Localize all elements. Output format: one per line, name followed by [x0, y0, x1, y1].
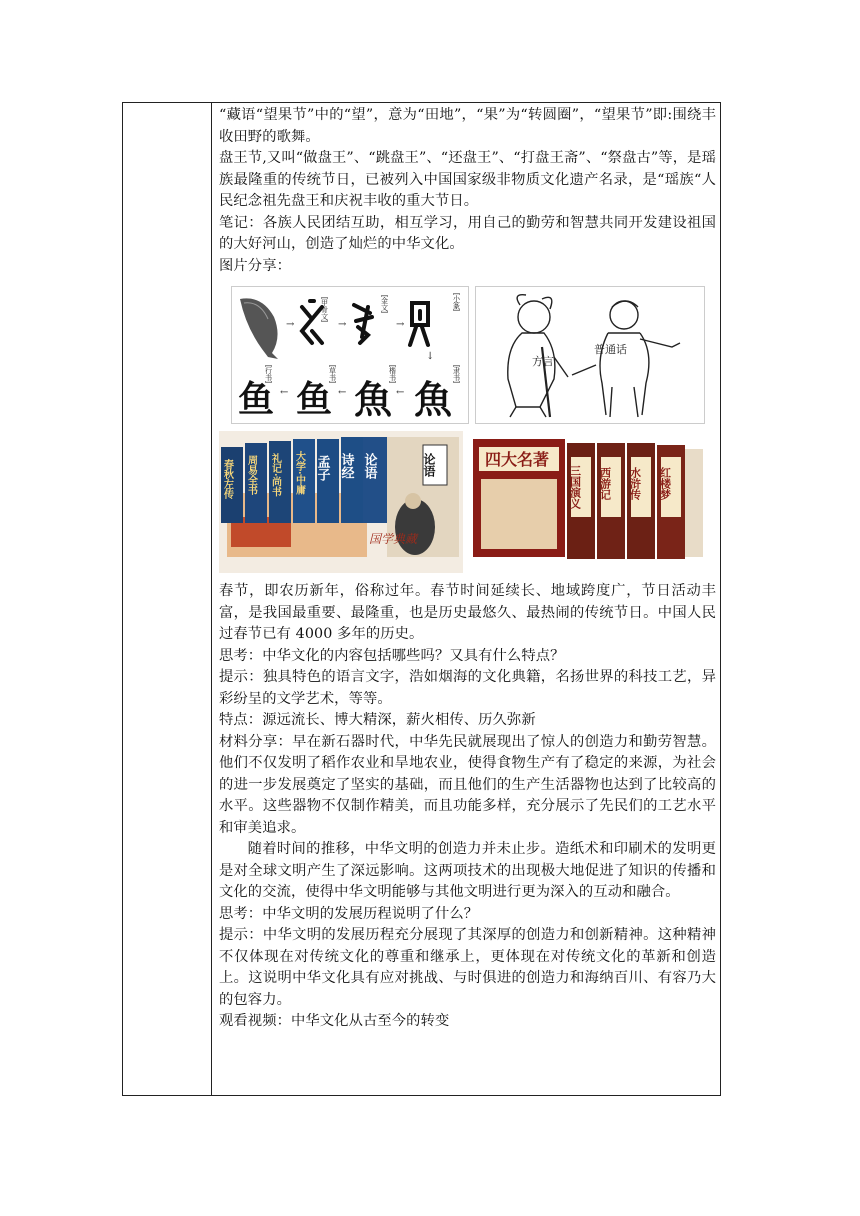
paragraph-image-share-heading: 图片分享： [219, 257, 291, 274]
svg-text:←: ← [280, 387, 289, 398]
svg-text:[金文]: [金文] [380, 295, 388, 313]
fish-character-evolution-image [231, 286, 469, 424]
fish-evolution-svg [232, 287, 468, 423]
svg-text:诗经: 诗经 [338, 453, 354, 479]
classics-box-text: 国学典藏 [369, 532, 418, 546]
svg-text:魚: 魚 [354, 377, 393, 422]
column-divider [211, 103, 212, 1095]
classics-box-set-image [219, 431, 463, 573]
svg-text:鱼: 鱼 [296, 378, 333, 420]
svg-text:大学·中庸: 大学·中庸 [293, 451, 305, 495]
dialect-label: 方言 [532, 355, 554, 368]
svg-text:论语: 论语 [361, 453, 377, 479]
svg-text:[隶书]: [隶书] [452, 365, 460, 383]
dialect-mandarin-cartoon-image [475, 286, 705, 424]
image-row-1 [219, 277, 716, 427]
svg-text:[行书]: [行书] [264, 365, 272, 383]
svg-text:西游记: 西游记 [598, 467, 612, 500]
paragraph-hint-content: 提示：独具特色的语言文字，浩如烟海的文化典籍，名扬世界的科技工艺，异彩纷呈的文学艺术，等等。 [219, 669, 716, 707]
svg-text:鱼: 鱼 [238, 378, 275, 420]
svg-text:←: ← [338, 387, 347, 398]
svg-text:→: → [396, 319, 405, 330]
svg-text:魚: 魚 [414, 377, 453, 422]
paragraph-question-content: 思考：中华文化的内容包括哪些吗？又具有什么特点？ [219, 647, 565, 664]
paragraph-question-development: 思考：中华文明的发展历程说明了什么？ [219, 905, 479, 922]
image-row-2 [219, 427, 716, 575]
svg-text:←: ← [396, 387, 405, 398]
paragraph-features: 特点：源远流长、博大精深，薪火相传、历久弥新 [219, 712, 536, 728]
svg-text:三国演义: 三国演义 [568, 465, 582, 509]
paragraph-notes: 笔记：各族人民团结互助，相互学习，用自己的勤劳和智慧共同开发建设祖国的大好河山，创造了灿烂的中华文化。 [219, 214, 716, 252]
svg-text:春秋左传: 春秋左传 [221, 459, 233, 499]
svg-text:↓: ↓ [426, 351, 435, 362]
content-cell [219, 105, 716, 1033]
paragraph-watch-video: 观看视频：中华文化从古至今的转变 [219, 1013, 450, 1029]
paragraph-hint-development: 提示：中华文明的发展历程充分展现了其深厚的创造力和创新精神。这种精神不仅体现在对传统文化的尊重和继承上，更体现在对传统文化的革新和创造上。这说明中华文化具有应对挑战、与时俱进的创造力和海纳百川、有容乃大的包容力。 [219, 927, 716, 1008]
classics-cover-title: 论语 [422, 453, 436, 477]
paragraph-material-share: 材料分享：早在新石器时代，中华先民就展现出了惊人的创造力和勤劳智慧。他们不仅发明了稻作农业和旱地农业，使得食物生产有了稳定的来源，为社会的进一步发展奠定了坚实的基础，而且他们的生产生活器物也达到了比较高的水平。这些器物不仅制作精美，而且功能多样，充分展示了先民们的工艺水平和审美追求。 [219, 733, 716, 836]
svg-text:→: → [286, 319, 295, 330]
mandarin-label: 普通话 [594, 343, 627, 356]
paragraph-panwang-festival: 盘王节,又叫“做盘王”、“跳盘王”、“还盘王”、“打盘王斋”、“祭盘古”等，是瑶族最隆重的传统节日，已被列入中国国家级非物质文化遗产名录，是“瑶族“人民纪念祖先盘王和庆祝丰收的重大节日。 [219, 150, 716, 209]
four-novels-title: 四大名著 [485, 450, 550, 469]
svg-text:→: → [338, 319, 347, 330]
lesson-table [122, 102, 721, 1096]
svg-text:礼记·尚书: 礼记·尚书 [269, 453, 281, 497]
svg-text:周易全书: 周易全书 [245, 455, 257, 495]
paragraph-spring-festival: 春节，即农历新年，俗称过年。春节时间延续长、地域跨度广，节日活动丰富，是我国最重要、最隆重，也是历史最悠久、最热闹的传统节日。中国人民过春节已有 4000 多年的历史。 [219, 583, 716, 642]
svg-text:孟子: 孟子 [314, 455, 330, 481]
svg-text:[甲骨文]: [甲骨文] [320, 297, 328, 322]
paragraph-wangguo-festival: “藏语“望果节”中的“望”，意为“田地”，“果”为“转圆圈”，“望果节”即:围绕丰收田野的歌舞。 [219, 107, 716, 145]
four-great-novels-image [471, 435, 703, 567]
left-column-cell [123, 103, 211, 1095]
paragraph-paper-printing: 随着时间的推移，中华文明的创造力并未止步。造纸术和印刷术的发明更是对全球文明产生了深远影响。这两项技术的出现极大地促进了知识的传播和文化的交流，使得中华文明能够与其他文明进行更为深入的互动和融合。 [219, 841, 716, 900]
svg-text:[小篆]: [小篆] [452, 293, 460, 311]
fish-drawing-icon [240, 298, 278, 359]
svg-text:[楷书]: [楷书] [388, 365, 396, 383]
svg-text:红楼梦: 红楼梦 [658, 467, 672, 500]
svg-text:水浒传: 水浒传 [628, 467, 642, 500]
svg-text:[草书]: [草书] [328, 365, 336, 383]
